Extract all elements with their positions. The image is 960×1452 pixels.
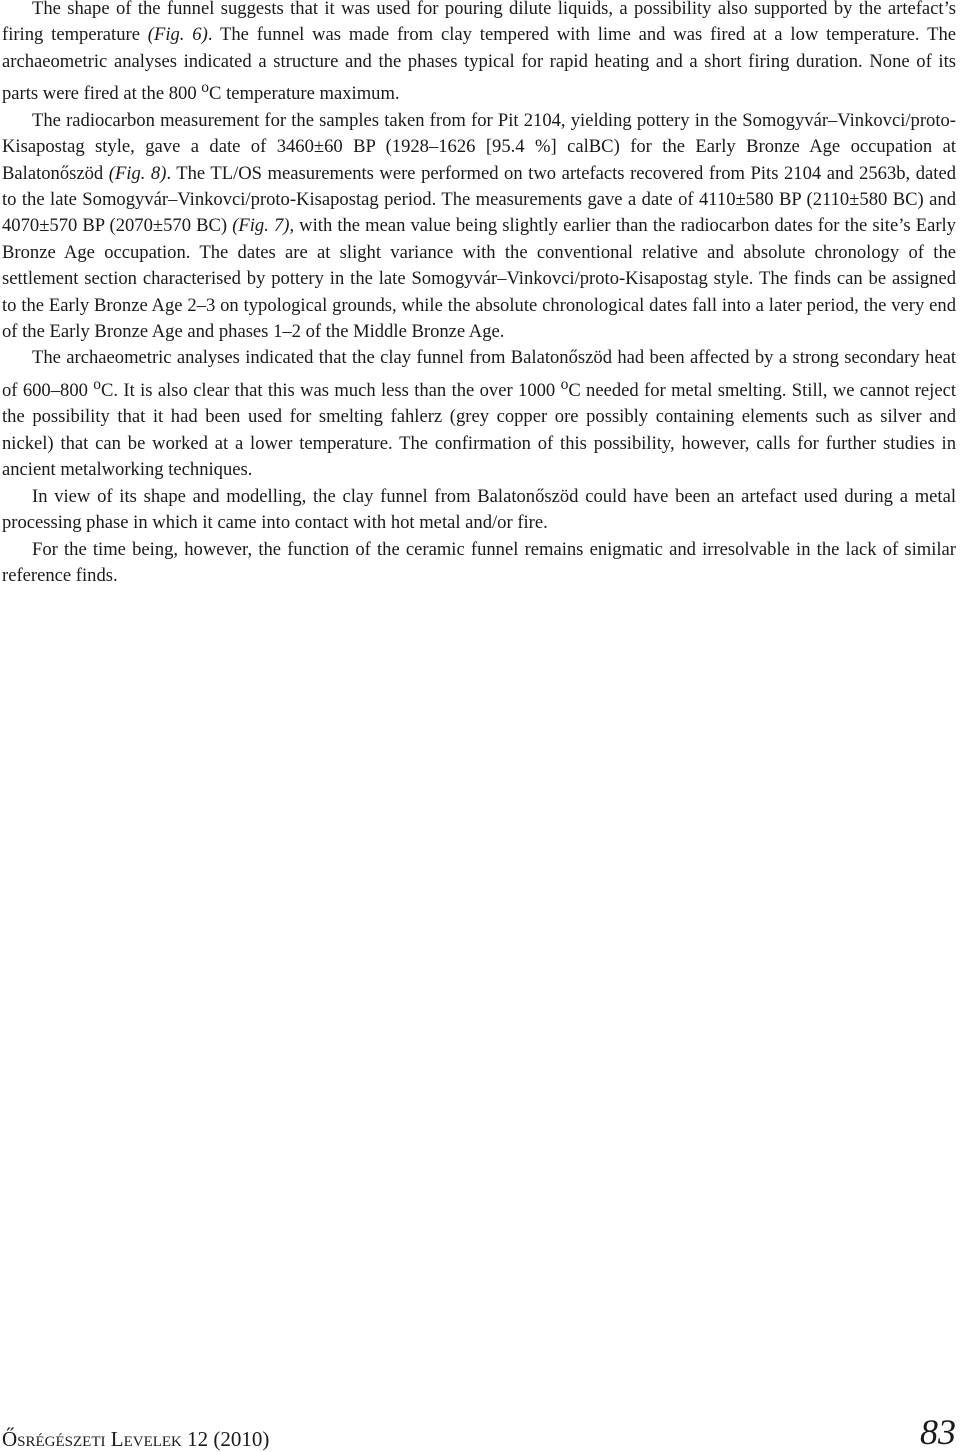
text-run: . The funnel was made from clay tempered with lime and was fired at a low temperature. The archaeometric analyses indicated a structure and the phases typical for rapid heating and a short firing duration. None of its parts were fired at the 800 xyxy=(2,24,956,105)
article-body xyxy=(2,0,956,589)
text-run: The shape of the funnel suggests that it was used for pouring dilute liquids, a possibility also supported by the artefact’s firing temperature xyxy=(2,0,956,46)
text-run: The radiocarbon measurement for the samples taken from for Pit 2104, yielding pottery in the Somogyvár–Vinkovci/proto-Kisapostag style, gave a date of 3460±60 BP (1928–1626 [95.4 %] calBC) for the Early Bronze Age occupation at Balatonőszöd xyxy=(2,109,956,184)
journal-title: Ősrégészeti Levelek 12 (2010) xyxy=(2,1427,270,1451)
figure-reference: (Fig. 6) xyxy=(147,24,208,46)
text-run: C temperature maximum. xyxy=(209,83,400,105)
figure-reference: (Fig. 8) xyxy=(108,162,167,184)
text-run: C needed for metal smelting. Still, we cannot reject the possibility that it had been used for smelting fahlerz (grey copper ore possibly containing elements such as silver and nickel) that can be worked at a lower temperature. The confirmation of this possibility, however, calls for further studies in ancient metalworking techniques. xyxy=(2,380,956,481)
degree-superscript: o xyxy=(201,79,210,97)
text-run: C. It is also clear that this was much less than the over 1000 xyxy=(101,380,561,402)
text-run: For the time being, however, the function of the ceramic funnel remains enigmatic and irresolvable in the lack of similar reference finds. xyxy=(2,538,956,586)
paragraph-conclusion xyxy=(2,537,956,590)
text-run: , with the mean value being slightly earlier than the radiocarbon dates for the site’s Early Bronze Age occupation. The dates are at slight variance with the conventional relative and absolute chronology of the settlement section characterised by pottery in the late Somogyvár–Vinkovci/proto-Kisapostag style. The finds can be assigned to the Early Bronze Age 2–3 on typological grounds, while the absolute chronological dates fall into a later period, the very end of the Early Bronze Age and phases 1–2 of the Middle Bronze Age. xyxy=(2,215,956,343)
figure-reference: (Fig. 7) xyxy=(232,215,290,237)
paragraph-archaeometric xyxy=(2,345,956,483)
text-run: In view of its shape and modelling, the clay funnel from Balatonőszöd could have been an artefact used during a metal processing phase in which it came into contact with hot metal and/or fire. xyxy=(2,485,956,534)
degree-superscript: o xyxy=(560,375,569,393)
page-footer xyxy=(0,1392,960,1452)
paragraph-shape-modelling xyxy=(2,484,956,537)
degree-superscript: o xyxy=(93,375,102,393)
paragraph-radiocarbon xyxy=(2,108,956,346)
text-run: The archaeometric analyses indicated that the clay funnel from Balatonőszöd had been affected by a strong secondary heat of 600–800 xyxy=(2,347,956,402)
text-run: . The TL/OS measurements were performed on two artefacts recovered from Pits 2104 and 2563b, dated to the late Somogyvár–Vinkovci/proto-Kisapostag period. The measurements gave a date of 4110±580 BP (2110±580 BC) and 4070±570 BP (2070±570 BC) xyxy=(2,162,956,237)
paragraph-funnel-shape xyxy=(2,0,956,108)
page-number: 83 xyxy=(920,1412,956,1452)
